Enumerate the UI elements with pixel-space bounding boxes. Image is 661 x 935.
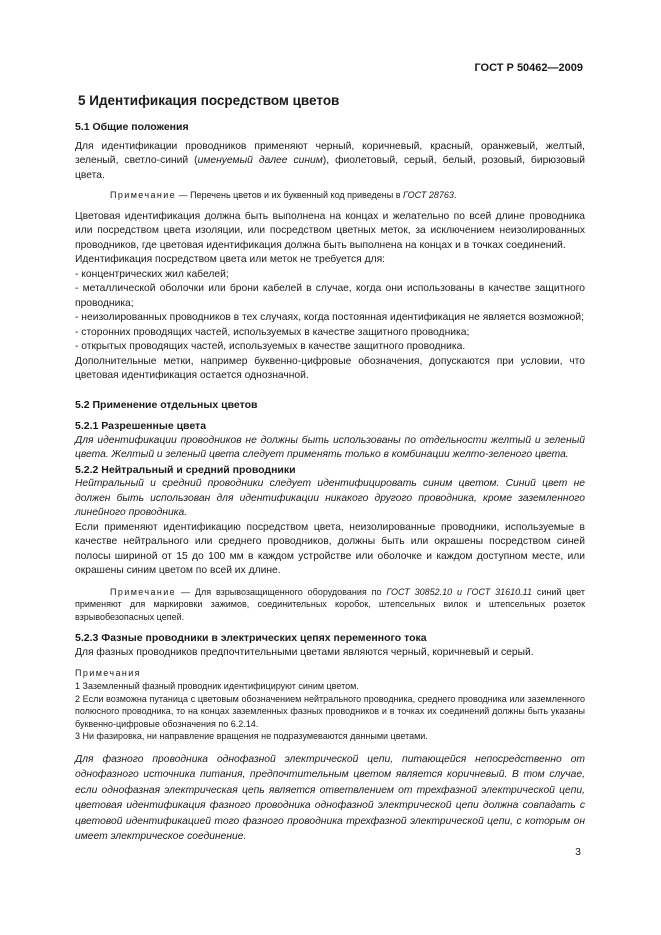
- note-2-a: — Для взрывозащищенного оборудования по: [176, 586, 387, 597]
- note-1-a: — Перечень цветов и их буквенный код приведены в: [176, 190, 404, 200]
- note-2-c: синий цвет применяют для маркировки зажимов, соединительных коробок, штепсельных вилок и штепсельных розеток взрывобезопасных цепей.: [75, 586, 585, 622]
- note-item: 1 Заземленный фазный проводник идентифицируют синим цветом.: [75, 680, 359, 691]
- page-number: 3: [575, 846, 581, 858]
- subsection-heading-5-1: 5.1 Общие положения: [75, 121, 189, 133]
- note-item: 2 Если возможна путаница с цветовым обозначением нейтрального проводника, среднего проводника или заземленного полюсного проводника, то на концах заземленных фазных проводников и в точках их соединений должны быть указаны буквенно-цифровые обозначения по 6.2.14.: [75, 693, 585, 729]
- paragraph-color-identification: Цветовая идентификация должна быть выполнена на концах и желательно по всей длине проводника или посредством цвета изоляции, или посредством цветных меток, за исключением неизолированных проводников, где цветовая идентификация должна быть выполнена на концах и в точках соединений.: [75, 210, 585, 251]
- paragraph-colors-c: ), фиолетовый, серый, белый, розовый, бирюзовый цвета.: [75, 155, 585, 181]
- paragraph-neutral-blue: Нейтральный и средний проводники следует идентифицировать синим цветом. Синий цвет не должен быть использован для идентификации никакого другого проводника, кроме заземленного линейного проводника.: [75, 478, 585, 519]
- list-item: - концентрических жил кабелей;: [75, 268, 229, 280]
- note-1-c: .: [453, 190, 457, 200]
- document-code: ГОСТ Р 50462—2009: [474, 62, 583, 74]
- list-item: - сторонних проводящих частей, используемых в качестве защитного проводника;: [75, 326, 470, 338]
- note-1-label: Примечание: [110, 190, 177, 200]
- paragraph-allowed-colors: Для идентификации проводников не должны быть использованы по отдельности желтый и зеленый цвета. Желтый и зеленый цвета следует применять только в комбинации желто-зеленого цвета.: [75, 434, 585, 461]
- list-item: - металлической оболочки или брони кабелей в случае, когда они использованы в качестве защитного проводника;: [75, 283, 585, 309]
- paragraph-phase-colors: Для фазных проводников предпочтительными цветами являются черный, коричневый и серый.: [75, 646, 534, 658]
- list-item: - неизолированных проводников в тех случаях, когда постоянная идентификация не является возможной;: [75, 312, 584, 324]
- paragraph-colors-a: Для идентификации проводников применяют черный, коричневый, красный, оранжевый, желтый, зеленый, светло-синий (: [75, 140, 585, 166]
- paragraph-not-required: Идентификация посредством цвета или меток не требуется для:: [75, 254, 386, 266]
- notes-3-label: Примечания: [75, 668, 141, 679]
- paragraph-single-phase: Для фазного проводника однофазной электрической цепи, питающейся непосредственно от однофазного источника питания, предпочтительным цветом является коричневый. В том случае, если однофазная электрическая цепь является ответвлением от трехфазной электрической цепи, цветовая идентификация фазного проводника однофазной электрической цепи должна совпадать с цветовой идентификацией того фазного проводника трехфазной электрической цепи, с которым он имеет электрическое соединение.: [75, 753, 585, 843]
- paragraph-colors-b: именуемый далее синим: [197, 155, 323, 166]
- paragraph-additional-marks: Дополнительные метки, например буквенно-цифровые обозначения, допускаются при условии, что цветовая идентификация остается однозначной.: [75, 355, 585, 382]
- note-1-b: ГОСТ 28763: [403, 190, 454, 200]
- note-2-b: ГОСТ 30852.10 и ГОСТ 31610.11: [386, 586, 532, 597]
- subsection-heading-5-2-1: 5.2.1 Разрешенные цвета: [75, 420, 207, 433]
- subsection-heading-5-2-2: 5.2.2 Нейтральный и средний проводники: [75, 463, 296, 476]
- note-2-label: Примечание: [110, 586, 177, 597]
- list-item: - открытых проводящих частей, используемых в качестве защитного проводника.: [75, 341, 466, 353]
- content-body: [75, 120, 585, 845]
- note-1: [75, 189, 585, 202]
- paragraph-bare-conductors: Если применяют идентификацию посредством цвета, неизолированные проводники, используемые в качестве нейтрального или среднего проводников, должны быть или окрашены посредством синей полосы шириной от 15 до 100 мм в каждом устройстве или оболочке и каждом доступном месте, или окрашены синим цветом по всей их длине.: [75, 521, 585, 577]
- section-title: 5 Идентификация посредством цветов: [78, 93, 340, 108]
- note-item: 3 Ни фазировка, ни направление вращения не подразумеваются данными цветами.: [75, 731, 428, 742]
- subsection-heading-5-2: 5.2 Применение отдельных цветов: [75, 398, 258, 411]
- paragraph-colors: [75, 140, 585, 184]
- note-2: [75, 586, 585, 624]
- subsection-heading-5-2-3: 5.2.3 Фазные проводники в электрических цепях переменного тока: [75, 632, 427, 645]
